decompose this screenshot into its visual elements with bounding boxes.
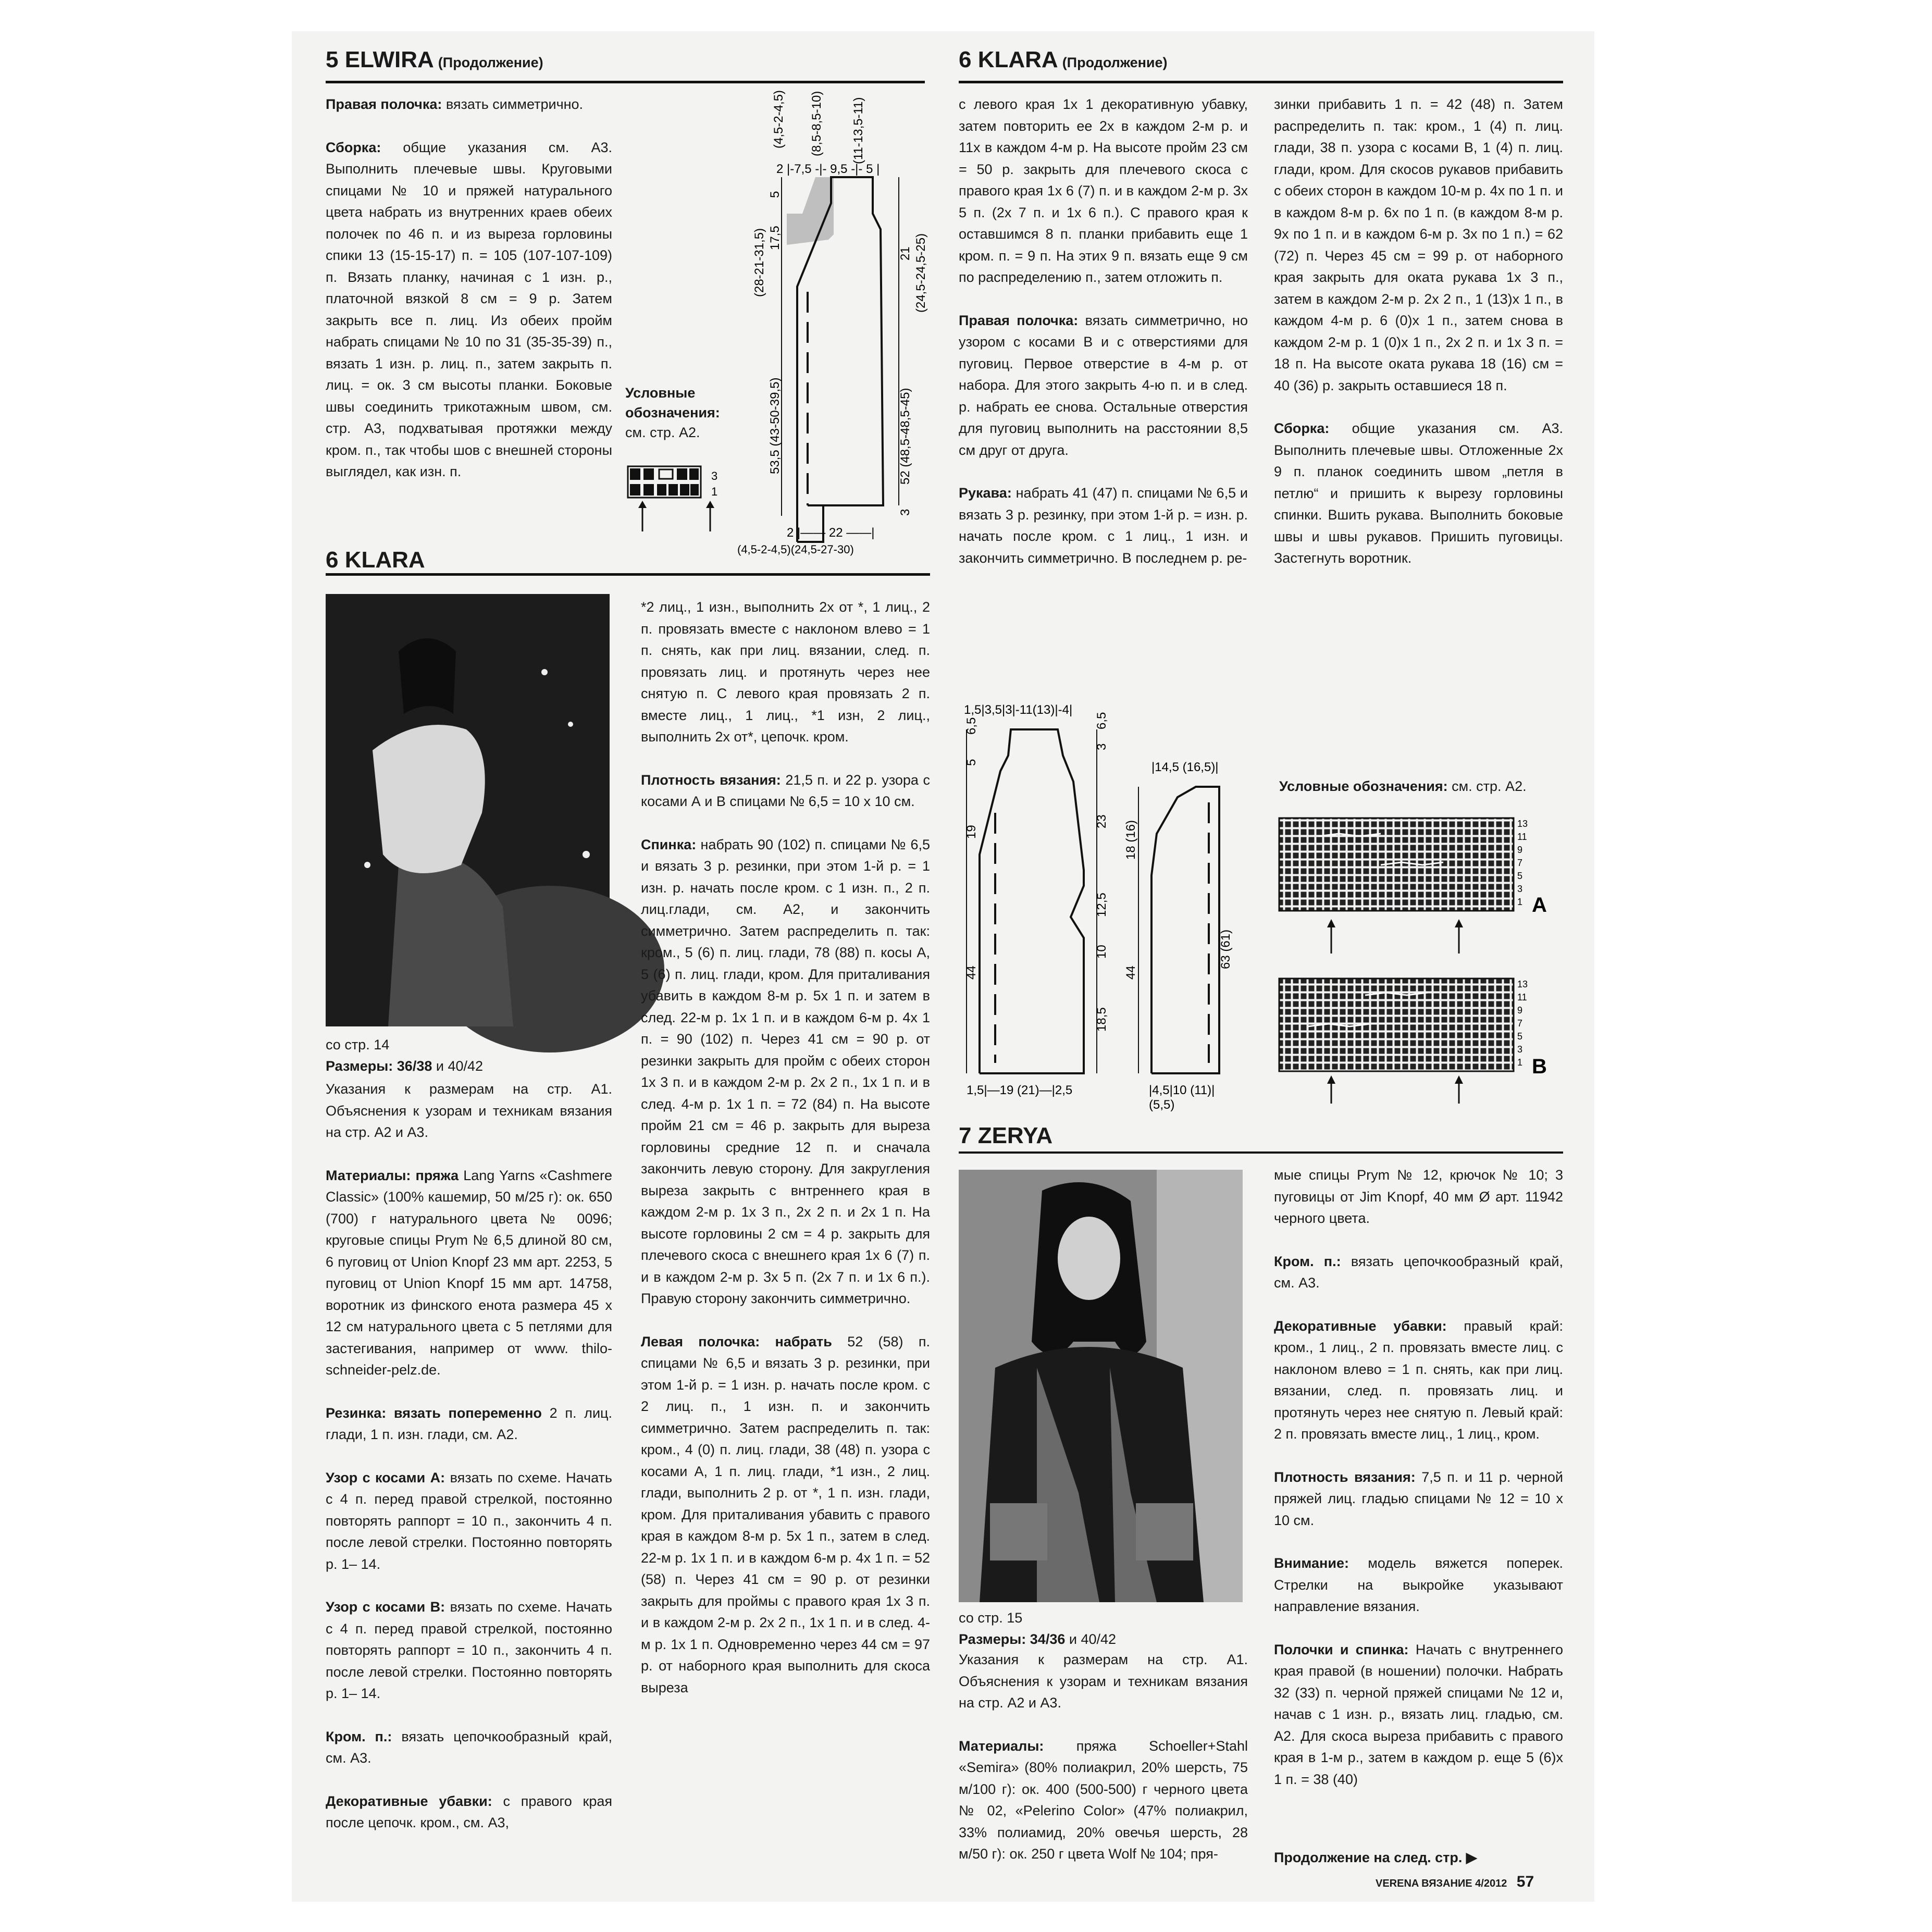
dim-label: 5 [768, 191, 782, 198]
row-label: 3 [711, 469, 718, 482]
klara-title: 6 KLARA [326, 547, 425, 573]
klara-text-1 [326, 1079, 612, 1855]
paragraph-text: вязать цепочкообразный край, см. А3. [1274, 1253, 1563, 1291]
dim-label: 1,5|—19 (21)—|2,5 [967, 1083, 1073, 1097]
chart-label: A [1532, 894, 1547, 917]
paragraph-head: Резинка: вязать попеременно [326, 1405, 542, 1421]
paragraph [326, 1467, 612, 1576]
chart-a [1279, 818, 1547, 953]
dim-label: 52 (48,5-48,5-45) [898, 388, 912, 485]
sizes-text: и 40/42 [432, 1058, 484, 1074]
paragraph [1274, 1467, 1563, 1532]
paragraph [326, 1165, 612, 1381]
section-header-elwira [326, 42, 925, 83]
elwira-text [326, 94, 612, 504]
zerya-caption [959, 1607, 1248, 1650]
paragraph-head: Плотность вязания: [1274, 1469, 1416, 1485]
divider [959, 1151, 1563, 1154]
klara-cont-subtitle: (Продолжение) [1062, 55, 1168, 70]
klara-pattern-diagram [959, 698, 1233, 1115]
klara-stitch-charts [1277, 813, 1568, 1105]
paragraph [326, 137, 612, 483]
dim-label: |4,5|10 (11)| [1149, 1083, 1215, 1097]
elwira-subtitle: (Продолжение) [438, 55, 543, 70]
sizes [326, 1056, 612, 1077]
elwira-title: 5 ELWIRA [326, 47, 434, 72]
dim-label: 6,5 [964, 717, 979, 735]
dim-label: (8,5-8,5-10) [810, 91, 824, 156]
paragraph-head: Полочки и спинка: [1274, 1641, 1409, 1657]
paragraph-head: Материалы: [959, 1738, 1044, 1754]
dim-label: |14,5 (16,5)| [1151, 760, 1219, 774]
dim-label: 12,5 [1095, 893, 1109, 917]
dim-label: (28-21-31,5) [752, 228, 766, 297]
paragraph-head: Кром. п.: [326, 1728, 392, 1744]
paragraph [641, 1331, 930, 1699]
paragraph-text: модель вяжется поперек. Стрелки на выкройке указывают направление вязания. [1274, 1555, 1563, 1614]
paragraph-text: набрать 41 (47) п. спицами № 6,5 и вязать 3 р. резинку, при этом 1-й р. = изн. р. начать после кром. с 1 лиц., 1 изн. и закончить симметрично. В последнем р. ре- [959, 485, 1248, 566]
paragraph-text: правый край: кром., 1 лиц., 2 п. провязать вместе лиц. с наклоном влево = 1 п. снять, как при лиц. вязании, след. п. провязать лиц. и протянуть через нее снятую п. Левый край: 2 п. провязать вместе лиц., 1 лиц., кром. [1274, 1318, 1564, 1442]
sizes-value: 34/36 [1026, 1631, 1066, 1647]
paragraph-text: вязать по схеме. Начать с 4 п. перед правой стрелкой, постоянно повторять раппорт = 10 п., закончить 4 п. после левой стрелки. Постоянно повторять р. 1– 14. [326, 1599, 612, 1701]
paragraph [326, 1791, 612, 1834]
row-label: 11 [1517, 832, 1527, 842]
row-label: 11 [1517, 992, 1527, 1002]
dim-label: (5,5) [1149, 1098, 1175, 1112]
paragraph [1274, 418, 1563, 569]
dim-label: 3 [898, 509, 912, 516]
paragraph-text: вязать симметрично. [442, 96, 584, 112]
paragraph [959, 482, 1248, 569]
magazine-name: VERENA ВЯЗАНИЕ 4/2012 [1376, 1878, 1507, 1889]
sizes [959, 1629, 1248, 1650]
paragraph-head: Сборка: [326, 139, 381, 155]
paragraph-text: вязать симметрично, но узором с косами В и с отверстиями для пуговиц. Первое отверстие в 4-м р. от набора. Для этого закрыть 4-ю п. и в след. р. набрать ее снова. Остальные отверстия для пуговиц выполнить на расстоянии 8,5 см друг от друга. [959, 312, 1248, 458]
paragraph-head: Узор с косами А: [326, 1469, 445, 1485]
page-reference: со стр. 14 [326, 1037, 390, 1052]
klara-photo [326, 594, 610, 1026]
paragraph-head: Декоративные убавки: [1274, 1318, 1447, 1334]
paragraph-head: Левая полочка: набрать [641, 1333, 832, 1349]
paragraph-head: Плотность вязания: [641, 772, 781, 788]
paragraph-head: Спинка: [641, 836, 697, 852]
paragraph [959, 1736, 1248, 1865]
paragraph [326, 1726, 612, 1769]
paragraph: *2 лиц., 1 изн., выполнить 2х от *, 1 лиц., 2 п. провязать вместе с наклоном влево = 1 п. снять, как при лиц. вязании, след. п. провязать лиц. и протянуть через нее снятую п. С левого края провязать 2 п. вместе лиц., 1 лиц., *1 изн, 2 лиц., выполнить 2х от*, цепочк. кром. [641, 599, 930, 745]
dim-label: 5 [964, 759, 979, 766]
row-label: 5 [1517, 871, 1523, 881]
chart-label: B [1532, 1055, 1547, 1078]
zerya-photo [959, 1170, 1243, 1602]
dim-label: 53,5 (43-50-39,5) [768, 377, 782, 474]
legend-text: см. стр. А2. [1447, 778, 1527, 794]
row-label: 13 [1517, 819, 1528, 829]
paragraph [326, 94, 612, 116]
paragraph [641, 770, 930, 813]
dim-label: 44 [964, 965, 979, 980]
row-label: 3 [1517, 884, 1523, 894]
sizes-value: 36/38 [393, 1058, 432, 1074]
section-header-zerya [959, 1120, 1563, 1151]
dim-label: (4,5-2-4,5) [772, 90, 786, 148]
paragraph-text: Начать с внутреннего края правой (в ношении) полочки. Набрать 32 (33) п. черной пряжей спицами № 12 и, начав с 1 изн. р., вязать лиц. гладью, см. А2. Для скоса выреза прибавить с правого края в 1-м р., затем в каждом р. еще 5 (6)х 1 п. = 38 (40) [1274, 1641, 1563, 1787]
paragraph-text: 21,5 п. и 22 р. узора с косами А и В спицами № 6,5 = 10 х 10 см. [641, 772, 930, 809]
continued-next-page: Продолжение на след. стр. ▶ [1274, 1850, 1477, 1865]
paragraph-head: Материалы: пряжа [326, 1167, 459, 1183]
paragraph-text: 2 п. лиц. глади, 1 п. изн. глади, см. А2. [326, 1405, 612, 1442]
dim-label: 2 |—— 22 ——| [787, 526, 875, 540]
dim-label: 3 [1095, 743, 1109, 750]
legend-head: Условные обозначения: [625, 385, 720, 420]
paragraph-text: пряжа Schoeller+Stahl «Semira» (80% полиакрил, 20% шерсть, 75 м/100 г): ок. 400 (500-500) г черного цвета № 02, «Pelerino Color» (47% полиакрил, 33% полиамид, 20% овечья шерсть, 28 м/50 г): ок. 250 г цвета Wolf № 104; пря- [959, 1738, 1248, 1862]
paragraph [1274, 1316, 1563, 1445]
dim-label: 18,5 [1095, 1007, 1109, 1032]
zerya-title: 7 ZERYA [959, 1123, 1053, 1148]
dim-label: 6,5 [1095, 712, 1109, 729]
klara-text-2 [641, 597, 930, 1720]
dim-label: (11-13,5-11) [851, 97, 865, 164]
paragraph [326, 1596, 612, 1705]
paragraph [959, 310, 1248, 462]
row-label: 5 [1517, 1031, 1523, 1042]
paragraph-text: 52 (58) п. спицами № 6,5 и вязать 3 р. резинки, при этом 1-й р. = 1 изн. р. начать после кром. с 2 лиц. п., 1 изн. п. и закончить симметрично. Затем распределить п. так: кром., 4 (0) п. лиц. глади, 38 (48) п. узора с косами А, 1 п. лиц. глади, *1 изн., 2 лиц. глади, выполнить 2 р. от *, 1 п. изн. глади, кром. Для приталивания убавить с правого края в каждом 8-м р. 5х 1 п., затем в след. 22-м р. 1х 1 п. и в каждом 6-м р. 4х 1 п. = 52 (58) п. Через 41 см = 90 р. от резинки закрыть для проймы с правого края 1х 3 п. и в каждом 2-м р. 2х 2 п., 1х 1 п. и в след. 4-м р. 1х 1 п. Одновременно через 44 см = 97 р. от наборного края выполнить для скоса выреза [641, 1333, 930, 1695]
paragraph-text: вязать по схеме. Начать с 4 п. перед правой стрелкой, постоянно повторять раппорт = 10 п., закончить 4 п. после левой стрелки. Постоянно повторять р. 1– 14. [326, 1469, 612, 1572]
paragraph-head: Внимание: [1274, 1555, 1349, 1571]
paragraph-head: Кром. п.: [1274, 1253, 1341, 1269]
paragraph [1274, 1639, 1563, 1791]
klara-caption [326, 1034, 612, 1077]
dim-label: 10 [1095, 945, 1109, 959]
paragraph: Указания к размерам на стр. А1. Объяснения к узорам и техникам вязания на стр. А2 и А3. [326, 1081, 612, 1140]
section-header-klara-cont [959, 42, 1563, 83]
sizes-head: Размеры: [959, 1631, 1026, 1647]
klara-legend [1279, 776, 1571, 796]
paragraph-head: Рукава: [959, 485, 1012, 501]
dim-label: 18 (16) [1124, 820, 1138, 860]
row-label: 9 [1517, 845, 1523, 855]
dim-label: 23 [1095, 814, 1109, 828]
paragraph [326, 1403, 612, 1446]
klara-cont-text-1 [959, 94, 1248, 590]
zerya-text-1 [959, 1649, 1248, 1887]
paragraph-head: Сборка: [1274, 420, 1330, 436]
paragraph-text: Lang Yarns «Cashmere Classic» (100% кашемир, 50 м/25 г): ок. 650 (700) г натурального цвета № 0096; круговые спицы Prym № 6,5 длиной 80 см, 6 пуговиц от Union Knopf 23 мм арт. 2253, 5 пуговиц от Union Knopf 15 мм арт. 14758, воротник из финского енота размера 45 х 12 см натурального цвета с 5 петлями для застегивания, например от www. thilo-schneider-pelz.de. [326, 1167, 612, 1378]
row-label: 1 [1517, 1057, 1523, 1068]
zerya-text-2 [1274, 1165, 1563, 1812]
legend-head: Условные обозначения: [1279, 778, 1448, 794]
paragraph: мые спицы Prym № 12, крючок № 10; 3 пуговицы от Jim Knopf, 40 мм Ø арт. 11942 черного цвета. [1274, 1167, 1563, 1226]
paragraph-text: общие указания см. А3. Выполнить плечевые швы. Круговыми спицами № 10 и пряжей натурального цвета набрать из внутренних краев обеих полочек по 46 п. и из выреза горловины спики 13 (15-15-17) п. = 105 (107-107-109) п. Вязать планку, начиная с 1 изн. р., платочной вязкой 8 см = 9 р. Затем закрыть все п. лиц. Из обеих пройм набрать спицами № 10 по 31 (35-35-39) п., вязать 1 изн. р. лиц. п., затем закрыть п. лиц. = ок. 3 см высоты планки. Боковые швы соединить трикотажным швом, см. стр. А3, подхватывая протяжки между кром. п., так чтобы шов с внешней стороны выглядел, как изн. п. [326, 139, 612, 479]
dim-label: (24,5-24,5-25) [914, 233, 928, 313]
paragraph-text: 7,5 п. и 11 р. черной пряжей лиц. гладью спицами № 12 = 10 х 10 см. [1274, 1469, 1563, 1528]
klara-cont-title: 6 KLARA [959, 47, 1058, 72]
paragraph-text: вязать цепочкообразный край, см. А3. [326, 1728, 612, 1766]
paragraph-text: общие указания см. А3. Выполнить плечевые швы. Отложенные 2х 9 п. планок соединить швом „петля в петлю“ и пришить к вырезу горловины спинки. Вшить рукава. Выполнить боковые швы и швы рукавов. Пришить пуговицы. Застегнуть воротник. [1274, 420, 1563, 566]
paragraph-head: Декоративные убавки: [326, 1793, 492, 1809]
sizes-text: и 40/42 [1065, 1631, 1117, 1647]
row-label: 3 [1517, 1044, 1523, 1055]
paragraph [641, 834, 930, 1310]
paragraph: зинки прибавить 1 п. = 42 (48) п. Затем распределить п. так: кром., 1 (4) п. лиц. глади, 38 п. узора с косами В, 1 (4) п. лиц. глади, кром. Для скосов рукавов прибавить с обеих сторон в каждом 10-м р. 4х по 1 п. и в каждом 8-м р. 6х по 1 п. (в каждом 8-м р. 9х по 1 п. и в каждом 6-м р. 3х по 1 п.) = 62 (72) п. Через 45 см = 99 р. от наборного края закрыть для оката рукава 1х 3 п., затем в каждом 2-м р. 2х 2 п., 1 (13)х 1 п., в каждом 4-м р. 6 (0)х 1 п., затем снова в каждом 2-м р. 1 (0)х 1 п., 2х 2 п. и 1х 3 п. = 18 п. На высоте оката рукава 18 (16) см = 40 (36) р. закрыть оставшиеся 18 п. [1274, 96, 1563, 393]
dim-label: (4,5-2-4,5)(24,5-27-30) [737, 543, 854, 556]
row-label: 1 [711, 485, 718, 498]
row-label: 1 [1517, 897, 1523, 907]
page-reference: со стр. 15 [959, 1610, 1023, 1626]
klara-cont-text-2 [1274, 94, 1563, 591]
paragraph: с левого края 1х 1 декоративную убавку, затем повторить ее 2х в каждом 2-м р. и 11х в каждом 4-м р. На высоте пройм 23 см = 50 р. закрыть для плечевого скоса с правого края 1х 6 (7) п. и в каждом 2-м р. 3х 5 п. (2х 7 п. и 1х 6 п.). С правого края к оставшимся 8 п. планки прибавить еще 1 кром. п. = 9 п. На этих 9 п. вязать еще 9 см по распределению п., затем отложить п. [959, 96, 1248, 285]
chart-b [1279, 979, 1547, 1104]
paragraph-head: Узор с косами В: [326, 1599, 445, 1615]
paragraph-text: с правого края после цепочк. кром., см. А3, [326, 1793, 613, 1830]
paragraph [1274, 1251, 1563, 1294]
row-label: 9 [1517, 1005, 1523, 1015]
legend-text: см. стр. А2. [625, 425, 700, 440]
paragraph-head: Правая полочка: [959, 312, 1079, 328]
dim-label: 1,5|3,5|3|-11(13)|-4| [964, 703, 1073, 717]
dim-label: 17,5 [768, 226, 782, 250]
dim-label: 21 [898, 246, 912, 261]
elwira-pattern-diagram [724, 78, 933, 563]
row-label: 7 [1517, 858, 1523, 868]
dim-label: 2 |-7,5 -|- 9,5 -|- 5 | [776, 162, 880, 176]
dim-label: 44 [1124, 965, 1138, 980]
dim-label: 63 (61) [1219, 929, 1233, 969]
paragraph [1274, 1553, 1563, 1618]
sizes-head: Размеры: [326, 1058, 393, 1074]
row-label: 13 [1517, 979, 1528, 989]
page-number: 57 [1516, 1873, 1534, 1890]
paragraph: Указания к размерам на стр. А1. Объяснения к узорам и техникам вязания на стр. А2 и А3. [959, 1652, 1248, 1711]
paragraph-head: Правая полочка: [326, 96, 442, 112]
footer [1376, 1873, 1534, 1891]
dim-label: 19 [964, 825, 979, 839]
row-label: 7 [1517, 1018, 1523, 1029]
paragraph-text: набрать 90 (102) п. спицами № 6,5 и вязать 3 р. резинки, при этом 1-й р. = 1 изн. р. начать после кром. с 1 изн. п., 2 п. лиц.глади, см. А2, и закончить симметрично. Затем распределить п. так: кром., 5 (6) п. лиц. глади, 78 (88) п. косы А, 5 (6) п. лиц. глади, кром. Для приталивания убавить в каждом 8-м р. 5х 1 п. и затем в след. 22-м р. 1х 1 п. и в каждом 6-м р. 4х 1 п. = 90 (102) п. Через 41 см = 90 р. от резинки закрыть для пройм с обеих сторон 1х 3 п. и в каждом 2-м р. 2х 2 п., 1х 1 п. и в след. 4-м р. 1х 1 п. = 72 (84) п. На высоте пройм 21 см = 46 р. закрыть для выреза горловины средние 12 п. и сначала закончить левую сторону. Для закругления выреза закрыть с внтреннего края в каждом 2-м р. 1х 3 п., 2х 2 п. и 2х 1 п. На высоте горловины 2 см = 4 р. закрыть для плечевого скоса с внешнего края 1х 6 (7) п. и в каждом 2-м р. 3х 5 п. (2х 7 п. и 1х 6 п.). Правую сторону закончить симметрично. [641, 836, 930, 1306]
